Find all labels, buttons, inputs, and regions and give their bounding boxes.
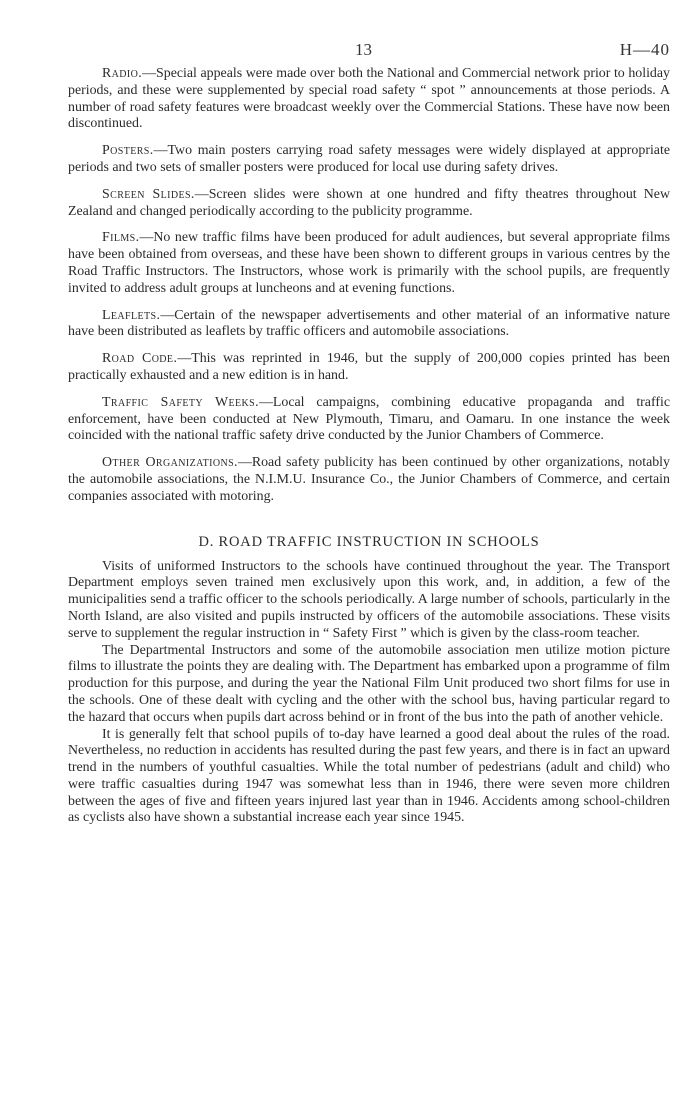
paragraph-lead: Traffic Safety Weeks. xyxy=(102,394,259,410)
paragraph-lead: Leaflets. xyxy=(102,307,161,323)
paragraph-text: —No new traffic films have been produced for adult audiences, but several appropriate films have been obtained from overseas, and these have been shown to different groups in various centres by the Road Traffic Instructors. The Instructors, whose work is primarily with the school pupils, are frequently invited to address adult groups at luncheons and at evening functions. xyxy=(68,230,670,296)
page-header xyxy=(68,40,670,66)
paragraph-films xyxy=(68,230,670,297)
paragraph-leaflets xyxy=(68,308,670,342)
document-reference: H—40 xyxy=(619,40,670,59)
paragraph-text: —Road safety publicity has been continued by other organizations, notably the automobile associations, the N.I.M.U. Insurance Co., the Junior Chambers of Commerce, and certain companies associated with motoring. xyxy=(68,455,670,504)
paragraph-instructor-visits: Visits of uniformed Instructors to the schools have continued throughout the year. The Transport Department employs seven trained men exclusively upon this work, and, in addition, a few of the municipalities send a traffic officer to the schools periodically. A large number of schools, particularly in the North Island, are also visited and pupils instructed by officers of the automobile associations. These visits serve to supplement the regular instruction in “ Safety First ” which is given by the class-room teacher. xyxy=(68,558,670,641)
paragraph-text: —Local campaigns, combining educative propaganda and traffic enforcement, have been conducted at New Plymouth, Timaru, and Oamaru. In one instance the week coincided with the national traffic safety drive conducted by the Junior Chambers of Commerce. xyxy=(68,394,670,444)
section-heading: D. ROAD TRAFFIC INSTRUCTION IN SCHOOLS xyxy=(198,533,540,550)
paragraph-lead: Radio. xyxy=(102,66,143,81)
page-number: 13 xyxy=(355,40,372,59)
paragraph-lead: Screen Slides. xyxy=(102,186,195,202)
paragraph-screen-slides xyxy=(68,187,670,221)
paragraph-text: —Special appeals were made over both the National and Commercial network prior to holiday periods, and these were supplemented by special road safety “ spot ” announcements at those periods. A number of road safety features were broadcast weekly over the Commercial Stations. These have now been discontinued. xyxy=(68,66,670,132)
paragraph-youthful-casualties: It is generally felt that school pupils of to-day have learned a good deal about the rules of the road. Nevertheless, no reduction in accidents has resulted during the past few years, and there is in fact an upward trend in the numbers of youthful casualties. While the total number of pedestrians (adult and child) who were traffic casualties during 1947 was somewhat less than in 1946, there were seven more children between the ages of five and fifteen years injured last year than in 1946. Accidents among school-children as cyclists also have shown a substantial increase each year since 1945. xyxy=(68,726,670,826)
paragraph-text: —This was reprinted in 1946, but the supply of 200,000 copies printed has been practically exhausted and a new edition is in hand. xyxy=(68,351,670,383)
paragraph-lead: Other Organizations. xyxy=(102,455,238,471)
document-page xyxy=(68,40,670,827)
paragraph-motion-picture-films: The Departmental Instructors and some of the automobile association men utilize motion picture films to illustrate the points they are dealing with. The Department has embarked upon a programme of film production for this purpose, and during the year the National Film Unit produced two short films for use in the schools. One of these dealt with cycling and the other with the school bus, having particular regard to the hazard that occurs when pupils dart across behind or in front of the bus into the path of another vehicle. xyxy=(68,642,670,725)
paragraph-road-code xyxy=(68,351,670,385)
paragraph-traffic-safety-weeks xyxy=(68,395,670,445)
paragraph-text: —Screen slides were shown at one hundred and fifty theatres throughout New Zealand and changed periodically according to the publicity programme. xyxy=(68,186,671,219)
paragraph-lead: Films. xyxy=(102,230,140,246)
paragraph-posters xyxy=(68,143,670,177)
paragraph-lead: Posters. xyxy=(102,143,154,159)
paragraph-other-organizations xyxy=(68,455,670,505)
paragraph-text: —Certain of the newspaper advertisements and other material of an informative nature have been distributed as leaflets by traffic officers and automobile associations. xyxy=(68,307,670,340)
paragraph-text: —Two main posters carrying road safety messages were widely displayed at appropriate periods and two sets of smaller posters were produced for local use during safety drives. xyxy=(68,143,670,175)
paragraph-radio xyxy=(68,66,670,133)
paragraph-lead: Road Code. xyxy=(102,351,178,367)
